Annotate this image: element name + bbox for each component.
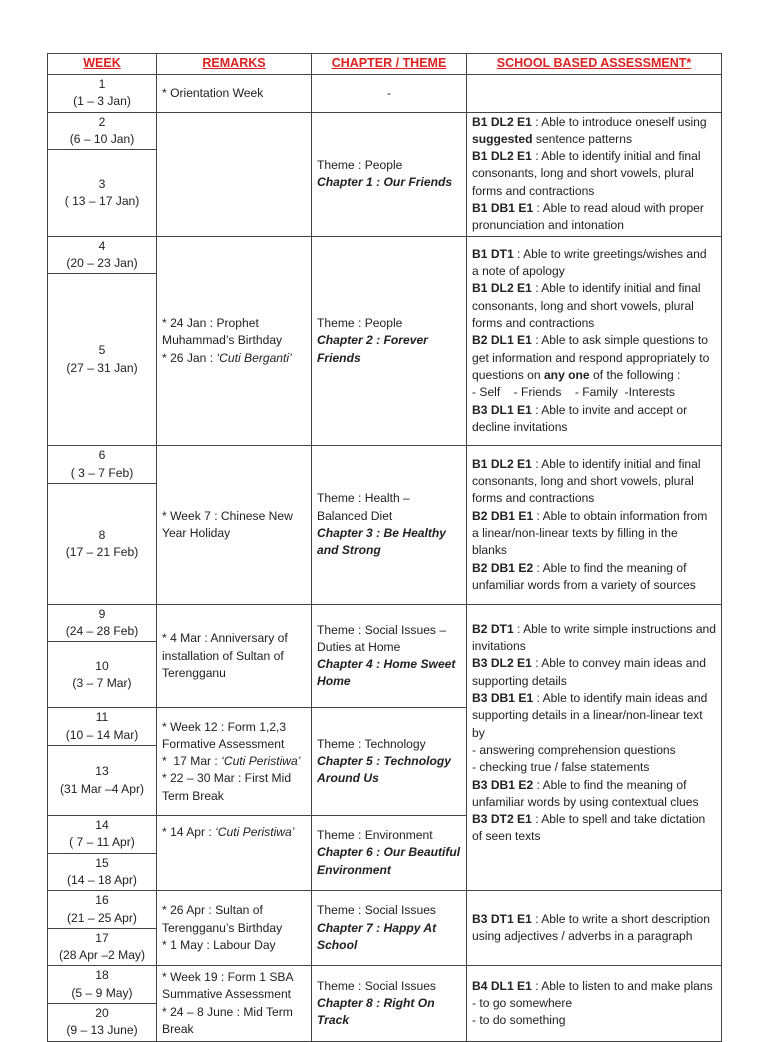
- week-number: 1: [98, 77, 106, 91]
- week-dates: (5 – 9 May): [71, 985, 133, 1000]
- table-row: [48, 236, 722, 274]
- week-number: 3: [98, 176, 106, 191]
- week-dates: (3 – 7 Mar): [72, 675, 132, 690]
- week-cell: [48, 928, 157, 966]
- sba-cell: [467, 75, 722, 113]
- chapter-cell: [312, 446, 467, 605]
- chapter-title: Chapter 2 : Forever Friends: [317, 333, 428, 365]
- week-cell: [48, 708, 157, 746]
- sba-list-item: - answering comprehension questions: [472, 742, 676, 757]
- sba-text: : Able to find the meaning of unfamiliar words from a variety of sources: [472, 560, 696, 592]
- sba-code: B1 DT1: [472, 246, 514, 261]
- sba-text: : Able to identify initial and final consonants, long and short vowels, plural forms and contractions: [472, 149, 701, 198]
- sba-text: : Able to read aloud with proper pronunciation and intonation: [472, 201, 704, 233]
- sba-list-item: - checking true / false statements: [472, 760, 650, 775]
- week-dates: (24 – 28 Feb): [65, 624, 139, 639]
- remark-text: * 24 – 8 June : Mid Term Break: [162, 1004, 293, 1036]
- week-dates: ( 13 – 17 Jan): [64, 194, 140, 208]
- chapter-theme: Theme : Technology: [317, 736, 426, 751]
- remark-text-italic: ‘Cuti Peristiwa’: [221, 754, 301, 769]
- sba-list-item: - to do something: [472, 1013, 566, 1028]
- week-cell: [48, 1004, 157, 1042]
- sba-emphasis: any one: [543, 367, 590, 382]
- chapter-theme: Theme : People: [317, 157, 403, 172]
- chapter-title: Chapter 6 : Our Beautiful Environment: [317, 845, 461, 877]
- chapter-cell: [312, 236, 467, 446]
- week-dates: (31 Mar –4 Apr): [59, 781, 145, 796]
- sba-code: B2 DL1 E1: [472, 333, 532, 348]
- chapter-cell: [312, 112, 467, 236]
- remark-text: * Week 7 : Chinese New Year Holiday: [162, 508, 293, 541]
- week-number: 14: [95, 818, 109, 833]
- sba-code: B3 DT1 E1: [472, 912, 532, 927]
- sba-code: B4 DL1 E1: [472, 978, 532, 993]
- sba-code: B2 DB1 E2: [472, 560, 534, 575]
- week-cell: [48, 446, 157, 484]
- table-row: [48, 446, 722, 484]
- sba-text: of the following :: [589, 367, 681, 382]
- week-cell: [48, 966, 157, 1004]
- week-dates: (9 – 13 June): [66, 1023, 138, 1038]
- header-week: WEEK: [48, 54, 157, 75]
- chapter-theme: Theme : Social Issues: [317, 978, 436, 993]
- remark-cell: [157, 112, 312, 236]
- remark-cell: [157, 891, 312, 966]
- sba-cell: [467, 966, 722, 1041]
- week-number: 15: [95, 855, 109, 870]
- header-sba: SCHOOL BASED ASSESSMENT*: [467, 54, 722, 75]
- sba-code: B3 DL1 E1: [472, 402, 532, 417]
- week-dates: ( 3 – 7 Feb): [70, 465, 134, 480]
- chapter-dash: -: [386, 85, 392, 100]
- week-number: 10: [95, 658, 109, 673]
- chapter-title: Chapter 3 : Be Healthy and Strong: [317, 526, 447, 558]
- week-dates: ( 7 – 11 Apr): [69, 835, 135, 850]
- sba-code: B1 DL2 E1: [472, 114, 532, 129]
- week-cell: [48, 75, 157, 113]
- header-remarks: REMARKS: [157, 54, 312, 75]
- sba-text: : Able to identify initial and final consonants, long and short vowels, plural forms and contractions: [472, 281, 701, 331]
- remark-text: * 1 May : Labour Day: [162, 937, 276, 952]
- week-number: 2: [98, 114, 106, 129]
- chapter-cell: [312, 604, 467, 708]
- sba-code: B3 DB1 E2: [472, 777, 534, 792]
- remark-text: * 4 Mar : Anniversary of installation of Sultan of Terengganu: [162, 631, 288, 680]
- remark-cell: [157, 604, 312, 708]
- table-row: [48, 604, 722, 642]
- sba-code: B1 DB1 E1: [472, 201, 534, 216]
- remark-cell: [157, 966, 312, 1041]
- week-cell: [48, 274, 157, 446]
- chapter-title: Chapter 8 : Right On Track: [317, 995, 435, 1028]
- sba-cell: [467, 891, 722, 966]
- week-cell: [48, 816, 157, 854]
- sba-code: B1 DL2 E1: [472, 149, 532, 164]
- sba-code: B1 DL2 E1: [472, 456, 532, 471]
- chapter-title: Chapter 7 : Happy At School: [317, 920, 437, 952]
- sba-cell: [467, 112, 722, 236]
- week-dates: (10 – 14 Mar): [65, 727, 139, 742]
- remark-text-italic: ‘Cuti Berganti’: [216, 350, 292, 365]
- week-number: 8: [98, 527, 106, 542]
- week-number: 17: [95, 930, 109, 945]
- sba-code: B3 DL2 E1: [472, 656, 532, 671]
- sba-text: : Able to introduce oneself using: [531, 114, 707, 129]
- chapter-theme: Theme : Social Issues: [317, 903, 436, 918]
- chapter-cell: [312, 966, 467, 1041]
- week-cell: [48, 112, 157, 150]
- week-cell: [48, 853, 157, 891]
- week-dates: (20 – 23 Jan): [66, 255, 138, 270]
- remark-text: * 26 Jan :: [162, 350, 217, 365]
- chapter-title: Chapter 4 : Home Sweet Home: [317, 657, 456, 689]
- week-dates: (6 – 10 Jan): [69, 131, 135, 146]
- sba-text: : Able to find the meaning of unfamiliar words by using contextual clues: [472, 777, 699, 809]
- week-dates: (17 – 21 Feb): [65, 544, 139, 559]
- table-row: [48, 75, 722, 113]
- chapter-theme: Theme : Health – Balanced Diet: [317, 491, 410, 523]
- sba-text: : Able to identify main ideas and supporting details in a linear/non-linear text by: [472, 691, 708, 740]
- chapter-cell: [312, 816, 467, 891]
- week-number: 6: [98, 448, 106, 463]
- sba-code: B2 DT1: [472, 621, 514, 636]
- sba-cell: [467, 604, 722, 890]
- remark-text: * 14 Apr :: [162, 825, 216, 840]
- remark-text: * 17 Mar :: [162, 754, 222, 769]
- remark-text: * Week 19 : Form 1 SBA Summative Assessment: [162, 969, 293, 1002]
- sba-text: : Able to invite and accept or decline invitations: [472, 402, 688, 434]
- week-number: 13: [95, 764, 109, 779]
- table-row: [48, 112, 722, 150]
- week-number: 4: [98, 238, 106, 253]
- sba-cell: [467, 236, 722, 446]
- sba-list-item: - Self - Friends - Family -Interests: [472, 385, 675, 400]
- week-dates: (14 – 18 Apr): [67, 872, 137, 887]
- remark-text: * Week 12 : Form 1,2,3 Formative Assessment: [162, 719, 287, 751]
- week-cell: [48, 891, 157, 929]
- sba-code: B3 DB1 E1: [472, 691, 534, 706]
- remark-cell: [157, 75, 312, 113]
- remark-text: * 26 Apr : Sultan of Terengganu’s Birthday: [162, 903, 283, 935]
- sba-text: : Able to write a short description using adjectives / adverbs in a paragraph: [472, 912, 710, 944]
- remark-cell: [157, 708, 312, 816]
- header-chapter: CHAPTER / THEME: [312, 54, 467, 75]
- week-cell: [48, 483, 157, 604]
- sba-list-item: - to go somewhere: [472, 995, 573, 1010]
- chapter-title: Chapter 1 : Our Friends: [317, 175, 453, 190]
- chapter-cell: [312, 75, 467, 113]
- week-dates: (27 – 31 Jan): [66, 360, 138, 375]
- sba-text: : Able to spell and take dictation of seen texts: [472, 812, 706, 844]
- table-row: [48, 966, 722, 1004]
- week-number: 9: [98, 606, 106, 621]
- chapter-cell: [312, 708, 467, 816]
- week-number: 20: [95, 1006, 109, 1021]
- chapter-cell: [312, 891, 467, 966]
- week-dates: (28 Apr –2 May): [58, 948, 146, 963]
- sba-code: B2 DB1 E1: [472, 508, 534, 523]
- sba-code: B3 DT2 E1: [472, 812, 532, 827]
- week-cell: [48, 150, 157, 236]
- week-dates: (21 – 25 Apr): [67, 910, 137, 925]
- week-dates: (1 – 3 Jan): [73, 94, 131, 109]
- header-row: [48, 54, 722, 75]
- remark-text-italic: ‘Cuti Peristiwa’: [215, 825, 295, 840]
- chapter-theme: Theme : Environment: [317, 828, 433, 843]
- week-number: 16: [95, 893, 109, 908]
- remark-cell: [157, 236, 312, 446]
- chapter-theme: Theme : People: [317, 316, 403, 331]
- remark-cell: [157, 446, 312, 605]
- remark-text: * 24 Jan : Prophet Muhammad’s Birthday: [162, 316, 283, 348]
- sba-text: sentence patterns: [532, 131, 632, 146]
- week-cell: [48, 236, 157, 274]
- remark-cell: [157, 816, 312, 891]
- week-number: 5: [98, 343, 106, 358]
- sba-text: : Able to identify initial and final consonants, long and short vowels, plural forms and contractions: [472, 456, 701, 506]
- sba-text: : Able to ask simple questions to get information and respond appropriately to questions on: [472, 333, 710, 382]
- sba-emphasis: suggested: [472, 131, 533, 146]
- sba-cell: [467, 446, 722, 605]
- table-row: [48, 891, 722, 929]
- sba-text: : Able to obtain information from a linear/non-linear texts by filling in the blanks: [472, 508, 708, 558]
- remark-text: * 22 – 30 Mar : First Mid Term Break: [162, 771, 292, 803]
- week-number: 11: [95, 710, 109, 725]
- week-number: 18: [95, 968, 109, 983]
- sba-code: B1 DL2 E1: [472, 281, 532, 296]
- week-cell: [48, 746, 157, 816]
- sba-text: : Able to write greetings/wishes and a note of apology: [472, 246, 707, 279]
- week-cell: [48, 604, 157, 642]
- chapter-title: Chapter 5 : Technology Around Us: [317, 754, 451, 786]
- scheme-of-work-table: [47, 53, 722, 1042]
- chapter-theme: Theme : Social Issues – Duties at Home: [317, 622, 447, 654]
- remark-text: * Orientation Week: [162, 85, 264, 100]
- sba-text: : Able to convey main ideas and supporting details: [472, 656, 706, 688]
- sba-text: : Able to write simple instructions and invitations: [472, 621, 716, 654]
- week-cell: [48, 642, 157, 708]
- sba-text: : Able to listen to and make plans: [531, 978, 713, 993]
